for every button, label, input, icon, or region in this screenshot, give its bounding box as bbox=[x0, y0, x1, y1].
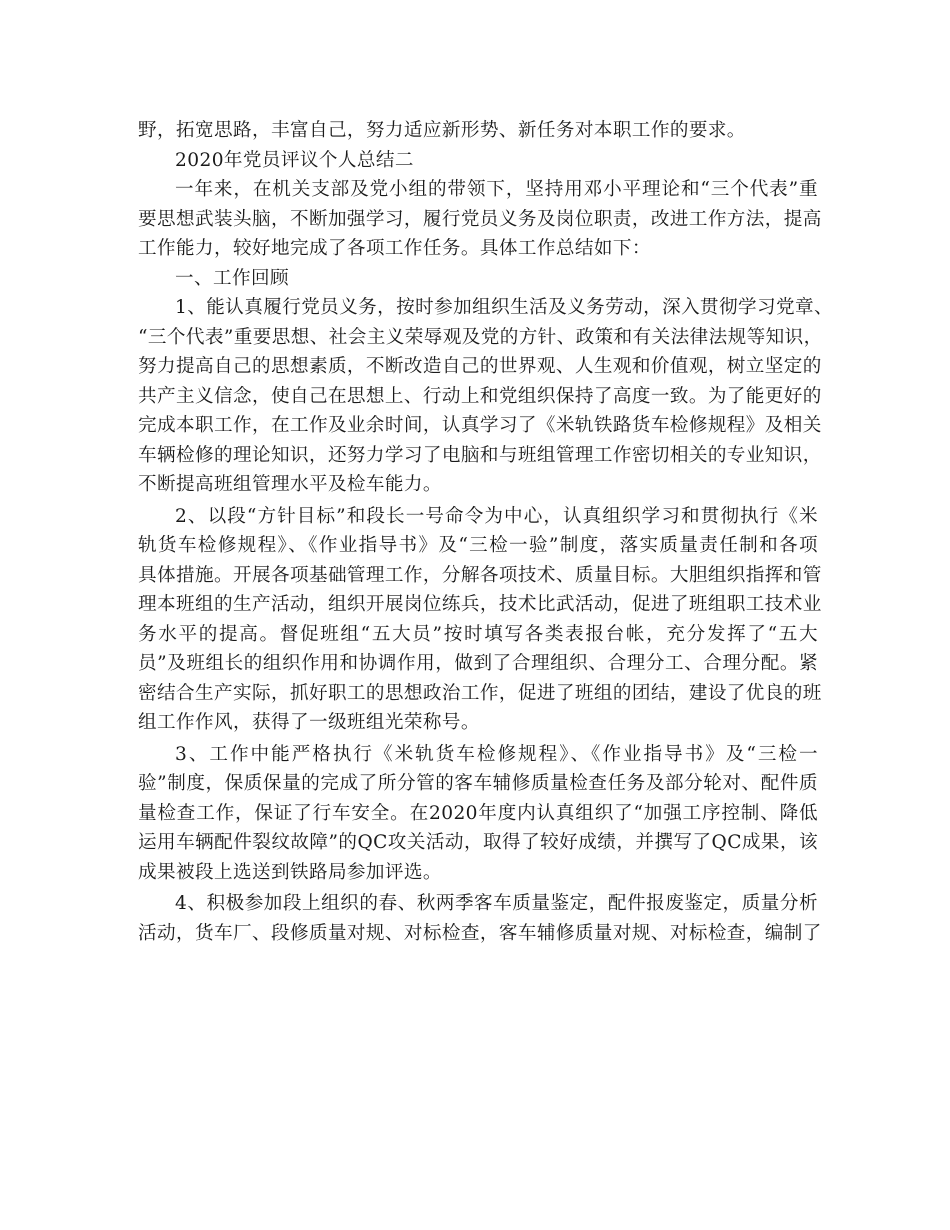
text-line: 共产主义信念，使自己在思想上、行动上和党组织保持了高度一致。为了能更好的 bbox=[138, 385, 822, 407]
text-line: 一、工作回顾 bbox=[175, 267, 289, 289]
text-line: 4、积极参加段上组织的春、秋两季客车质量鉴定，配件报废鉴定，质量分析 bbox=[175, 893, 818, 914]
text-line: 密结合生产实际，抓好职工的思想政治工作，促进了班组的团结，建设了优良的班 bbox=[138, 682, 822, 704]
text-line: 完成本职工作，在工作及业余时间，认真学习了《米轨铁路货车检修规程》及相关 bbox=[138, 415, 822, 436]
paragraph-item-2 bbox=[138, 502, 822, 738]
paragraph-intro bbox=[138, 175, 822, 264]
text-line: “三个代表”重要思想、社会主义荣辱观及党的方针、政策和有关法律法规等知识， bbox=[138, 326, 823, 348]
paragraph-item-1 bbox=[138, 293, 834, 500]
text-line: 活动，货车厂、段修质量对规、对标检查，客车辅修质量对规、对标检查，编制了 bbox=[138, 922, 822, 944]
paragraph-item-4 bbox=[138, 889, 822, 948]
paragraph-continuation bbox=[138, 116, 818, 146]
text-line: 量检查工作，保证了行车安全。在2020年度内认真组织了“加强工序控制、降低 bbox=[138, 802, 818, 824]
text-line: 组工作作风，获得了一级班组光荣称号。 bbox=[138, 712, 480, 733]
text-line: 员”及班组长的组织作用和协调作用，做到了合理组织、合理分工、合理分配。紧 bbox=[138, 653, 818, 674]
text-line: 轨货车检修规程》、《作业指导书》及“三检一验”制度，落实质量责任制和各项 bbox=[138, 535, 818, 556]
text-line: 3、工作中能严格执行《米轨货车检修规程》、《作业指导书》及“三检一 bbox=[175, 743, 818, 765]
document-body bbox=[138, 116, 834, 948]
text-line: 车辆检修的理论知识，还努力学习了电脑和与班组管理工作密切相关的专业知识， bbox=[138, 444, 822, 466]
text-line: 具体措施。开展各项基础管理工作，分解各项技术、质量目标。大胆组织指挥和管 bbox=[138, 564, 822, 586]
text-line: 1、能认真履行党员义务，按时参加组织生活及义务劳动，深入贯彻学习党章、 bbox=[175, 297, 834, 318]
text-line: 验”制度，保质保量的完成了所分管的客车辅修质量检查任务及部分轮对、配件质 bbox=[138, 773, 818, 794]
text-line: 2020年党员评议个人总结二 bbox=[175, 149, 414, 171]
text-line: 努力提高自己的思想素质，不断改造自己的世界观、人生观和价值观，树立坚定的 bbox=[138, 356, 822, 377]
text-line: 2、以段“方针目标”和段长一号命令为中心，认真组织学习和贯彻执行《米 bbox=[175, 505, 818, 527]
text-line: 理本班组的生产活动，组织开展岗位练兵，技术比武活动，促进了班组职工技术业 bbox=[138, 594, 822, 615]
section-title bbox=[138, 146, 818, 176]
paragraph-item-3 bbox=[138, 740, 818, 888]
text-line: 要思想武装头脑，不断加强学习，履行党员义务及岗位职责，改进工作方法，提高 bbox=[138, 208, 822, 230]
section-heading bbox=[138, 264, 818, 294]
text-line: 工作能力，较好地完成了各项工作任务。具体工作总结如下： bbox=[138, 238, 651, 259]
text-line: 成果被段上选送到铁路局参加评选。 bbox=[138, 861, 442, 883]
text-line: 务水平的提高。督促班组“五大员”按时填写各类表报台帐，充分发挥了“五大 bbox=[138, 623, 818, 645]
text-line: 野，拓宽思路，丰富自己，努力适应新形势、新任务对本职工作的要求。 bbox=[138, 120, 746, 141]
text-line: 不断提高班组管理水平及检车能力。 bbox=[138, 474, 442, 495]
text-line: 运用车辆配件裂纹故障”的QC攻关活动，取得了较好成绩，并撰写了QC成果，该 bbox=[138, 832, 818, 853]
text-line: 一年来，在机关支部及党小组的带领下，坚持用邓小平理论和“三个代表”重 bbox=[175, 179, 818, 200]
